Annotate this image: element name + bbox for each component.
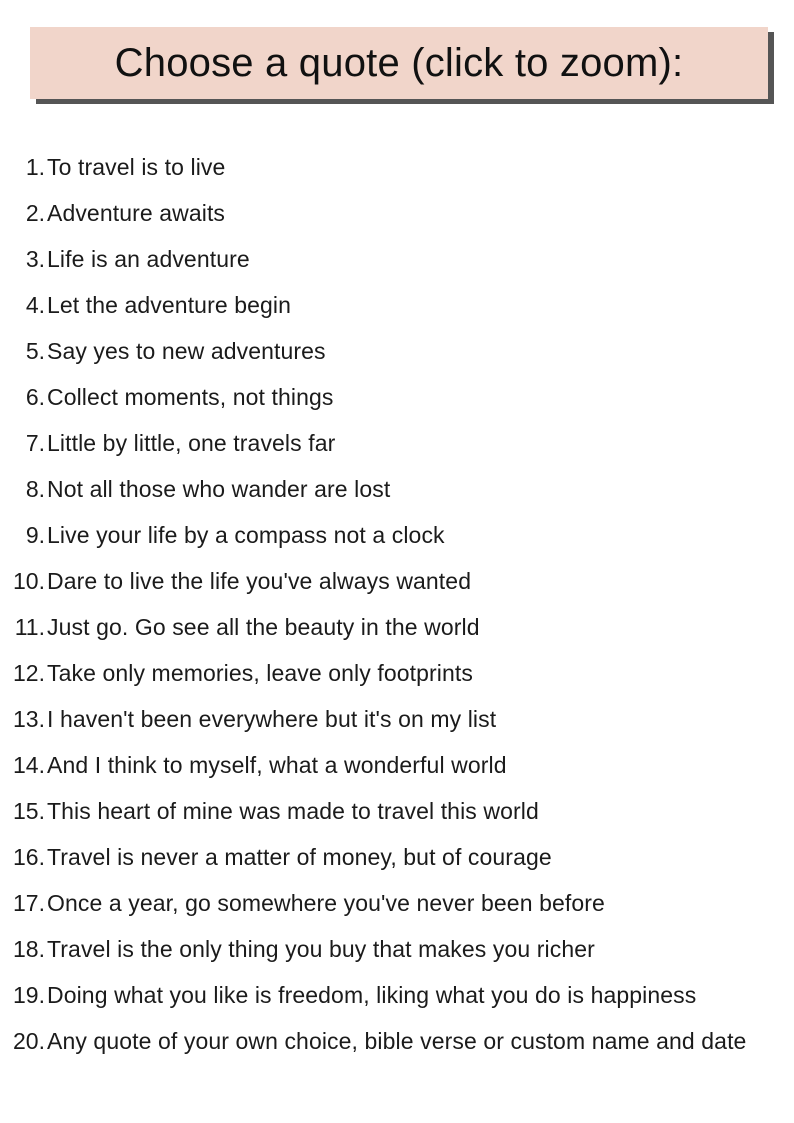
- quote-number: 2.: [25, 199, 45, 226]
- quote-item[interactable]: [0, 1018, 794, 1064]
- quote-item[interactable]: [0, 512, 794, 558]
- quote-number: 11.: [14, 613, 45, 640]
- quote-item[interactable]: [0, 604, 794, 650]
- quote-text: I haven't been everywhere but it's on my list: [47, 705, 497, 732]
- quote-text: Once a year, go somewhere you've never been before: [47, 889, 605, 916]
- quote-text: Take only memories, leave only footprints: [47, 659, 473, 686]
- quote-item[interactable]: [0, 328, 794, 374]
- quote-number: 14.: [13, 751, 45, 778]
- quote-item[interactable]: [0, 466, 794, 512]
- quote-item[interactable]: [0, 144, 794, 190]
- quote-item[interactable]: [0, 972, 794, 1018]
- quote-text: Travel is never a matter of money, but of courage: [47, 843, 552, 870]
- quote-item[interactable]: [0, 880, 794, 926]
- quote-number: 19.: [13, 981, 45, 1008]
- quote-text: Say yes to new adventures: [47, 337, 326, 364]
- quote-item[interactable]: [0, 420, 794, 466]
- quote-text: Just go. Go see all the beauty in the world: [47, 613, 480, 640]
- quote-text: Adventure awaits: [47, 199, 226, 226]
- quote-number: 3.: [25, 245, 45, 272]
- title-banner[interactable]: [30, 27, 768, 99]
- quote-item[interactable]: [0, 558, 794, 604]
- quote-number: 1.: [25, 153, 45, 180]
- quote-item[interactable]: [0, 190, 794, 236]
- quote-text: Collect moments, not things: [47, 383, 334, 410]
- quote-item[interactable]: [0, 650, 794, 696]
- quote-item[interactable]: [0, 374, 794, 420]
- quote-text: Doing what you like is freedom, liking what you do is happiness: [47, 981, 697, 1008]
- title-box[interactable]: [30, 27, 768, 99]
- quote-item[interactable]: [0, 696, 794, 742]
- quote-number: 7.: [25, 429, 45, 456]
- quote-item[interactable]: [0, 834, 794, 880]
- quote-text: Live your life by a compass not a clock: [47, 521, 445, 548]
- quote-number: 10.: [13, 567, 45, 594]
- quote-number: 20.: [13, 1027, 45, 1054]
- quote-text: Dare to live the life you've always wanted: [47, 567, 472, 594]
- quote-item[interactable]: [0, 742, 794, 788]
- quote-text: Let the adventure begin: [47, 291, 291, 318]
- quote-number: 18.: [13, 935, 45, 962]
- quote-text: Life is an adventure: [47, 245, 250, 272]
- quote-text: Travel is the only thing you buy that makes you richer: [47, 935, 595, 962]
- quote-text: Not all those who wander are lost: [47, 475, 391, 502]
- quote-text: To travel is to live: [47, 153, 226, 180]
- page-title: Choose a quote (click to zoom):: [114, 40, 684, 85]
- quote-number: 17.: [13, 889, 45, 916]
- quote-number: 16.: [13, 843, 45, 870]
- quote-number: 6.: [25, 383, 45, 410]
- quote-item[interactable]: [0, 282, 794, 328]
- quote-number: 5.: [25, 337, 45, 364]
- quote-text: Any quote of your own choice, bible verse or custom name and date: [47, 1027, 747, 1054]
- quote-text: And I think to myself, what a wonderful world: [47, 751, 507, 778]
- quote-list: [0, 144, 794, 1064]
- quote-number: 4.: [25, 291, 45, 318]
- quote-number: 8.: [25, 475, 45, 502]
- quote-item[interactable]: [0, 236, 794, 282]
- quote-item[interactable]: [0, 926, 794, 972]
- quote-text: This heart of mine was made to travel this world: [47, 797, 539, 824]
- quote-number: 12.: [13, 659, 45, 686]
- quote-number: 9.: [25, 521, 45, 548]
- quote-text: Little by little, one travels far: [47, 429, 336, 456]
- quote-number: 15.: [13, 797, 45, 824]
- quote-item[interactable]: [0, 788, 794, 834]
- quote-number: 13.: [13, 705, 45, 732]
